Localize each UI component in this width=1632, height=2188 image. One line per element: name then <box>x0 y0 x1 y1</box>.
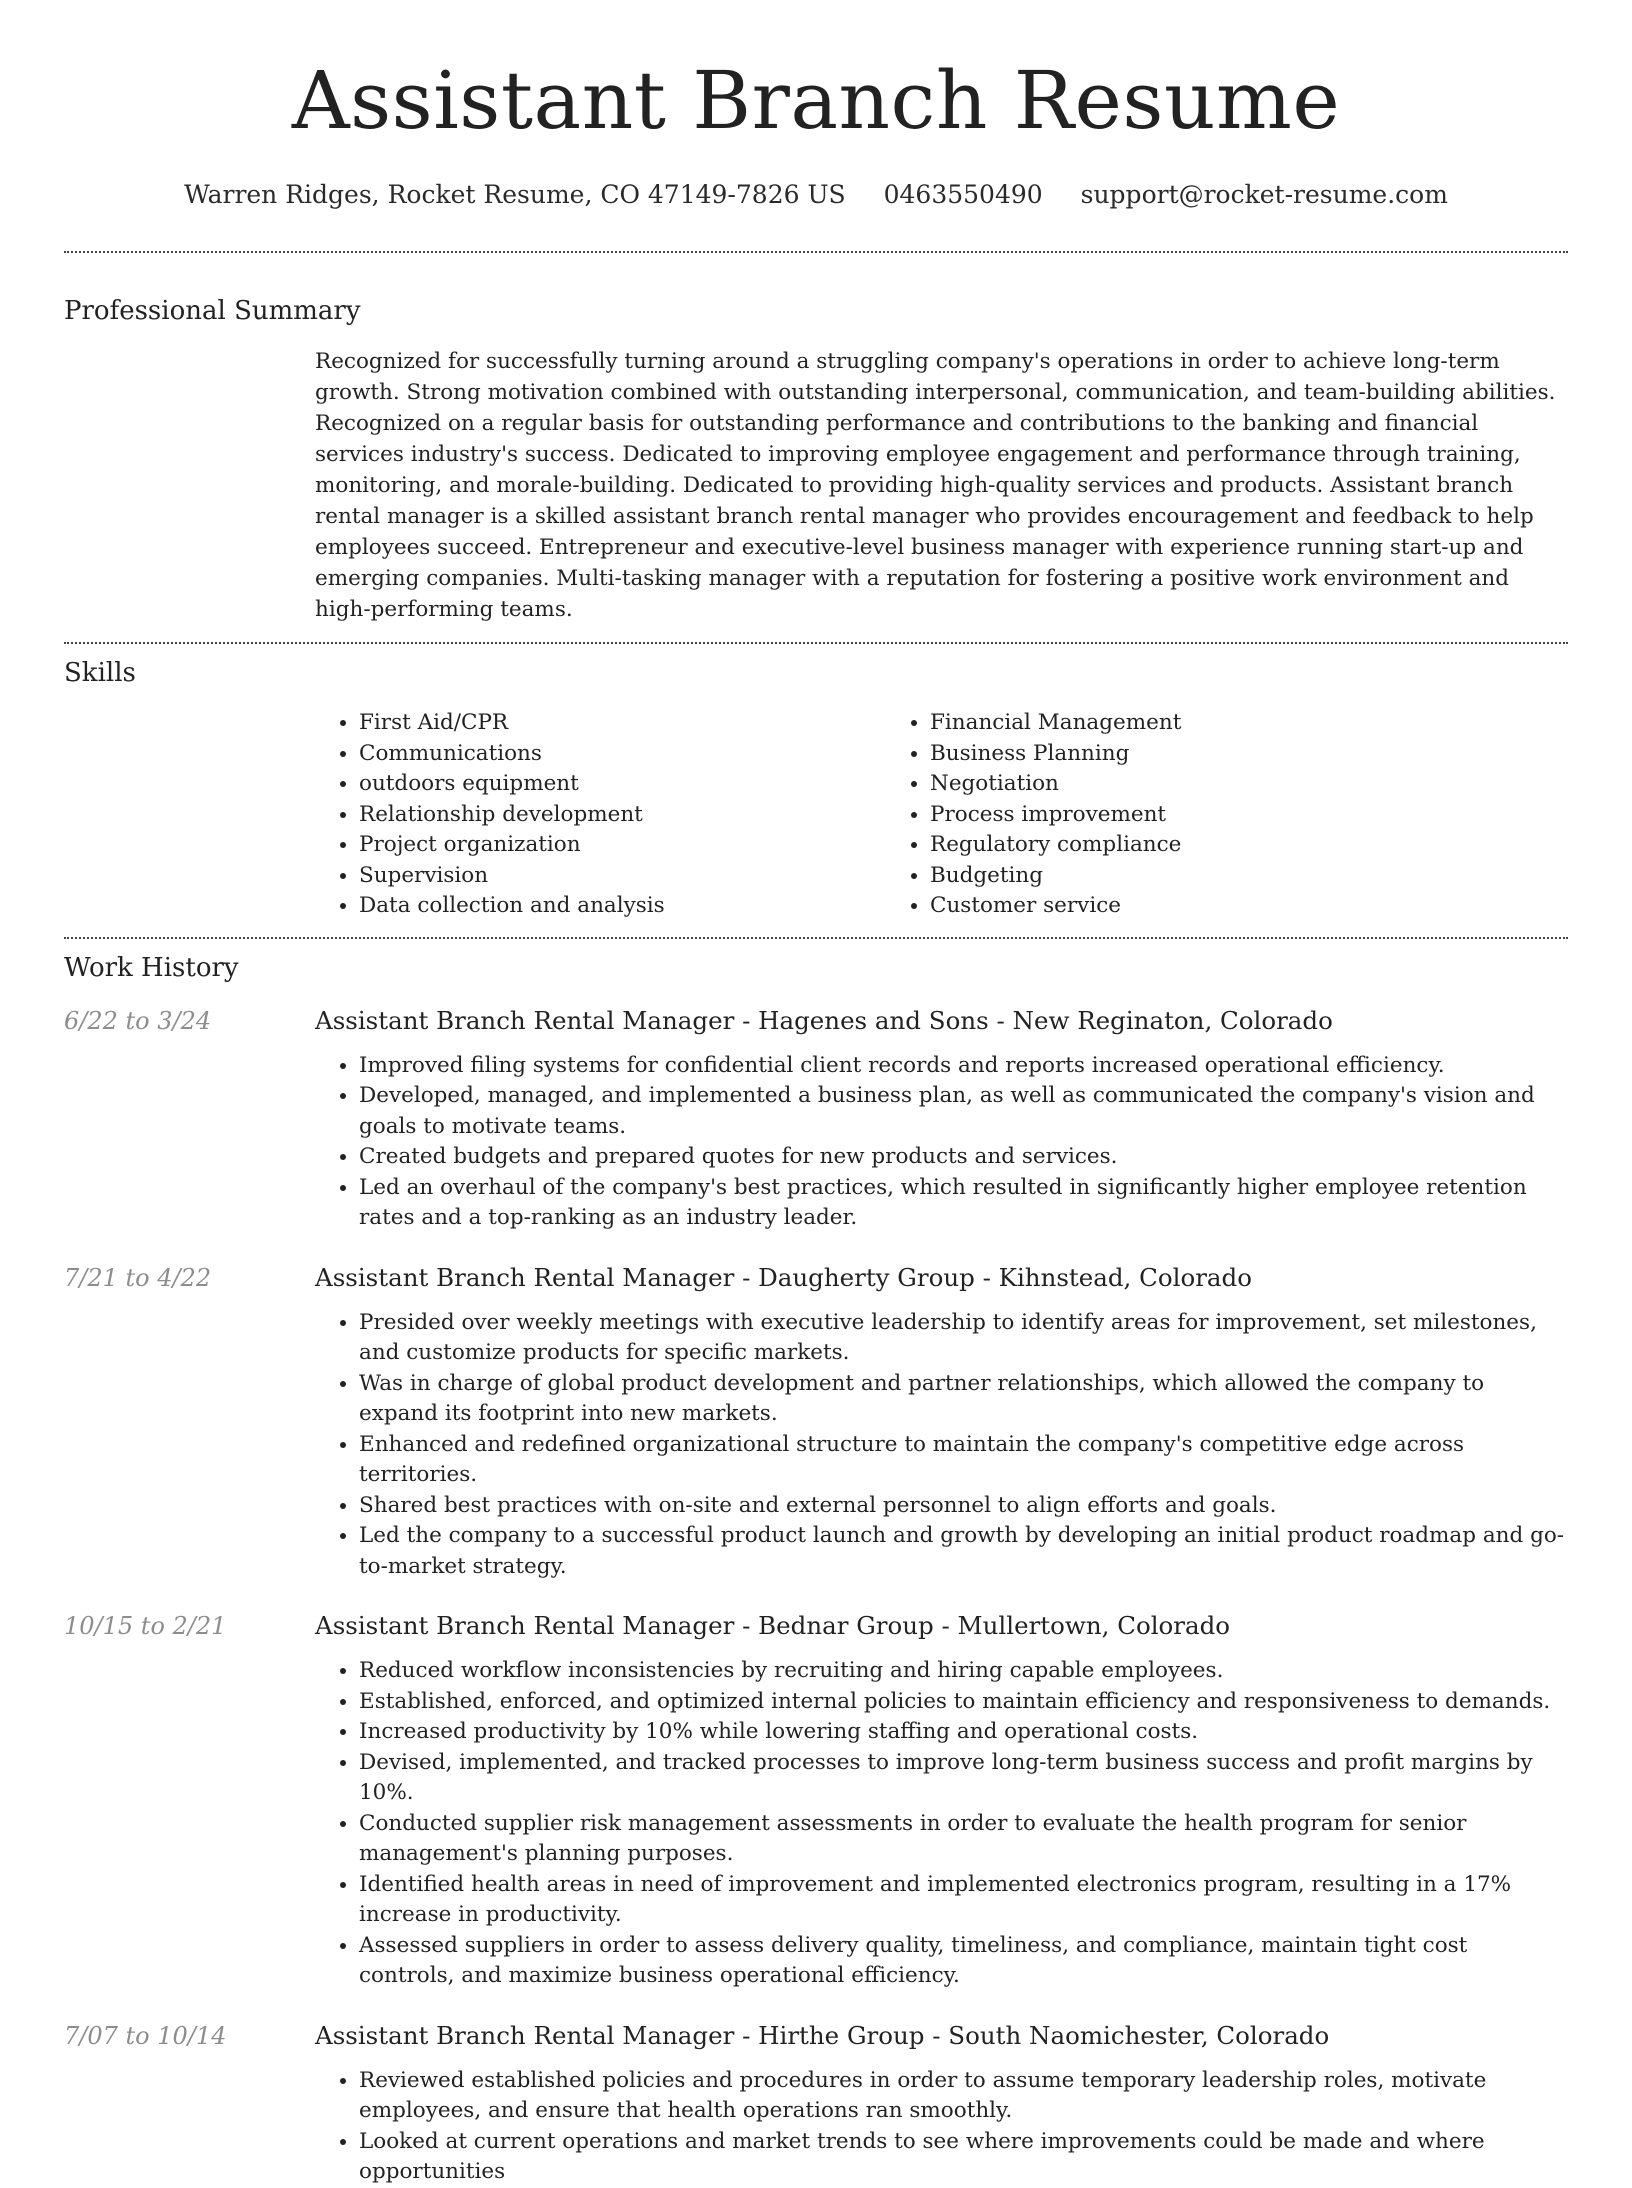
job-dates: 7/07 to 10/14 <box>64 2021 227 2050</box>
contact-line <box>64 178 1568 212</box>
skill-item: • Process improvement <box>930 800 1457 831</box>
skill-item: • Project organization <box>359 830 886 861</box>
job-bullet: • Created budgets and prepared quotes for new products and services. <box>359 1142 1568 1173</box>
skill-item: • Supervision <box>359 861 886 892</box>
job-heading: Assistant Branch Rental Manager - Hagenes and Sons - New Reginaton, Colorado <box>315 1005 1333 1035</box>
job-dates: 7/21 to 4/22 <box>64 1263 212 1292</box>
job-bullet: • Improved filing systems for confidential client records and reports increased operational efficiency. <box>359 1051 1568 1082</box>
job-bullet: • Presided over weekly meetings with executive leadership to identify areas for improvement, set milestones, and customize products for specific markets. <box>359 1308 1568 1369</box>
skill-item: • outdoors equipment <box>359 769 886 800</box>
job-bullet: • Was in charge of global product development and partner relationships, which allowed the company to expand its footprint into new markets. <box>359 1369 1568 1430</box>
skills-heading: Skills <box>64 658 136 688</box>
job-entry <box>64 1262 1568 1583</box>
skill-item: • Regulatory compliance <box>930 830 1457 861</box>
job-body <box>315 1610 1568 1992</box>
job-bullet: • Increased productivity by 10% while lowering staffing and operational costs. <box>359 1717 1568 1748</box>
job-dates: 10/15 to 2/21 <box>64 1612 227 1640</box>
job-bullets <box>315 1656 1568 1992</box>
job-entry <box>64 1610 1568 1992</box>
job-bullet: • Looked at current operations and market trends to see where improvements could be made and where opportunities <box>359 2127 1568 2188</box>
job-bullets <box>315 1308 1568 1583</box>
contact-email: support@rocket-resume.com <box>1080 180 1448 209</box>
job-bullet: • Reduced workflow inconsistencies by recruiting and hiring capable employees. <box>359 1656 1568 1687</box>
skills-list-left <box>315 708 886 922</box>
job-bullet: • Enhanced and redefined organizational structure to maintain the company's competitive edge across territories. <box>359 1430 1568 1491</box>
skill-item: • Customer service <box>930 891 1457 922</box>
job-bullet: • Developed, managed, and implemented a business plan, as well as communicated the company's vision and goals to motivate teams. <box>359 1081 1568 1142</box>
skills-columns <box>315 708 1568 922</box>
contact-address: Warren Ridges, Rocket Resume, CO 47149-7826 US <box>184 180 846 209</box>
job-body <box>315 1262 1568 1583</box>
job-heading: Assistant Branch Rental Manager - Hirthe Group - South Naomichester, Colorado <box>315 2020 1330 2050</box>
skill-item: • Budgeting <box>930 861 1457 892</box>
skill-item: • Negotiation <box>930 769 1457 800</box>
job-bullet: • Shared best practices with on-site and external personnel to align efforts and goals. <box>359 1491 1568 1522</box>
work-history-heading: Work History <box>64 952 239 983</box>
job-body <box>315 1005 1568 1234</box>
job-entry <box>64 2020 1568 2188</box>
job-body <box>315 2020 1568 2188</box>
contact-phone: 0463550490 <box>883 180 1043 209</box>
job-bullet: • Established, enforced, and optimized internal policies to maintain efficiency and responsiveness to demands. <box>359 1687 1568 1718</box>
skill-item: • Relationship development <box>359 800 886 831</box>
job-bullet: • Led the company to a successful product launch and growth by developing an initial product roadmap and go-to-market strategy. <box>359 1521 1568 1582</box>
section-divider <box>64 251 1568 253</box>
job-entry <box>64 1005 1568 1234</box>
summary-heading: Professional Summary <box>64 296 361 326</box>
job-bullet: • Reviewed established policies and procedures in order to assume temporary leadership roles, motivate employees, and ensure that health operations ran smoothly. <box>359 2066 1568 2127</box>
job-bullet: • Assessed suppliers in order to assess delivery quality, timeliness, and compliance, maintain tight cost controls, and maximize business operational efficiency. <box>359 1931 1568 1992</box>
job-bullet: • Identified health areas in need of improvement and implemented electronics program, resulting in a 17% increase in productivity. <box>359 1870 1568 1931</box>
job-bullet: • Led an overhaul of the company's best practices, which resulted in significantly higher employee retention rates and a top-ranking as an industry leader. <box>359 1173 1568 1234</box>
skill-item: • Communications <box>359 739 886 770</box>
section-divider <box>64 937 1568 939</box>
section-divider <box>64 642 1568 644</box>
job-heading: Assistant Branch Rental Manager - Daugherty Group - Kihnstead, Colorado <box>315 1262 1252 1292</box>
job-bullet: • Devised, implemented, and tracked processes to improve long-term business success and profit margins by 10%. <box>359 1748 1568 1809</box>
skill-item: • Business Planning <box>930 739 1457 770</box>
skill-item: • First Aid/CPR <box>359 708 886 739</box>
job-bullets <box>315 2066 1568 2188</box>
summary-text: Recognized for successfully turning around a struggling company's operations in order to achieve long-term growth. Strong motivation combined with outstanding interpersonal, communication, and team-building abilities. Recognized on a regular basis for outstanding performance and contributions to the banking and financial services industry's success. Dedicated to improving employee engagement and performance through training, monitoring, and morale-building. Dedicated to providing high-quality services and products. Assistant branch rental manager is a skilled assistant branch rental manager who provides encouragement and feedback to help employees succeed. Entrepreneur and executive-level business manager with experience running start-up and emerging companies. Multi-tasking manager with a reputation for fostering a positive work environment and high-performing teams. <box>315 349 1556 622</box>
skill-item: • Financial Management <box>930 708 1457 739</box>
job-bullet: • Conducted supplier risk management assessments in order to evaluate the health program for senior management's planning purposes. <box>359 1809 1568 1870</box>
skills-list-right <box>886 708 1457 922</box>
job-dates: 6/22 to 3/24 <box>64 1006 212 1035</box>
resume-title: Assistant Branch Resume <box>291 54 1341 147</box>
job-bullets <box>315 1051 1568 1234</box>
skill-item: • Data collection and analysis <box>359 891 886 922</box>
job-heading: Assistant Branch Rental Manager - Bednar Group - Mullertown, Colorado <box>315 1611 1231 1640</box>
